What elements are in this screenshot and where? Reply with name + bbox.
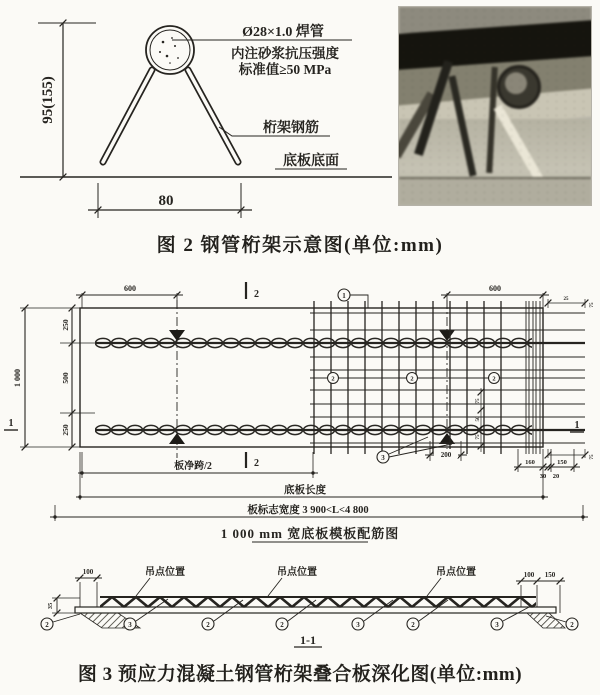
truss-rebar-label: 桁架钢筋 — [263, 121, 319, 136]
section-callout-digit: 3 — [128, 621, 132, 629]
section-callout-digit: 3 — [356, 621, 360, 629]
dim-1000: 1 000 — [13, 369, 22, 387]
callout-2-digit: 2 — [410, 375, 414, 383]
dim-160: 160 — [525, 459, 535, 466]
figure3-caption: 图 3 预应力混凝土钢管桁架叠合板深化图(单位:mm) — [77, 664, 523, 685]
tiny-dim: 75 — [476, 434, 481, 440]
fig3-plan — [4, 282, 588, 542]
dim-200: 200 — [440, 451, 452, 459]
grout-label-2: 标准值≥50 MPa — [238, 62, 332, 77]
callout-2-digit: 2 — [492, 375, 496, 383]
dim-600-right: 600 — [489, 284, 501, 293]
truss-legs — [103, 70, 238, 162]
slab-bottom-label: 底板底面 — [283, 154, 339, 169]
span-half-label: 板净跨/2 — [174, 461, 212, 472]
section-label: 1-1 — [300, 633, 316, 647]
pipe-label: Ø28×1.0 焊管 — [242, 25, 324, 40]
dim-height-label: 95(155) — [40, 76, 56, 124]
dim-20: 20 — [552, 473, 560, 480]
mark-width-label: 板标志宽度 3 900<L<4 800 — [247, 505, 369, 516]
lift-point-label: 吊点位置 — [436, 567, 476, 578]
section-mark-1-left: 1 — [8, 418, 14, 429]
dim-100-left: 100 — [82, 568, 94, 576]
truss-chain-rows — [95, 337, 585, 436]
pipe-section — [146, 26, 194, 74]
dim-100-right: 100 — [523, 571, 535, 579]
tiny-dim-corner: 25 — [563, 297, 569, 302]
section-callout-digit: 2 — [206, 621, 210, 629]
slab-length-label: 底板长度 — [284, 485, 326, 496]
section-callout-digit: 2 — [570, 621, 574, 629]
callout-3-digit: 3 — [381, 454, 385, 462]
tiny-dim-corner: 75 — [590, 302, 595, 308]
lift-point-label: 吊点位置 — [145, 567, 185, 578]
section-mark-2-top: 2 — [254, 289, 259, 300]
dim-30: 30 — [539, 473, 547, 480]
dim-500: 500 — [61, 372, 70, 384]
dim-250-bottom: 250 — [61, 424, 70, 436]
dim-35: 35 — [47, 602, 54, 610]
plan-title: 1 000 mm 宽底板模板配筋图 — [220, 526, 400, 541]
section-callout-digit: 2 — [280, 621, 284, 629]
section-mark-2-bottom: 2 — [254, 458, 259, 469]
section-callout-digit: 3 — [495, 621, 499, 629]
tiny-dim-corner: 75 — [590, 454, 595, 460]
lift-point-label: 吊点位置 — [277, 567, 317, 578]
dim-width-label: 80 — [158, 193, 174, 209]
section-callout-digit: 2 — [411, 621, 415, 629]
dim-600-left: 600 — [124, 284, 136, 293]
section-mark-1-right: 1 — [574, 420, 580, 431]
fig3-plan-labels — [9, 284, 596, 541]
section-callout-digit: 2 — [45, 621, 49, 629]
dim-150-right: 150 — [544, 571, 556, 579]
callout-2-digit: 2 — [331, 375, 335, 383]
tiny-dim: 75 — [476, 398, 481, 404]
dim-250-top: 250 — [61, 319, 70, 331]
figure2-caption: 图 2 钢管桁架示意图(单位:mm) — [156, 235, 444, 256]
tiny-dim: 50 — [476, 416, 481, 422]
callout-1-digit: 1 — [342, 292, 346, 300]
grout-label-1: 内注砂浆抗压强度 — [231, 46, 339, 61]
dim-150: 150 — [557, 459, 567, 466]
